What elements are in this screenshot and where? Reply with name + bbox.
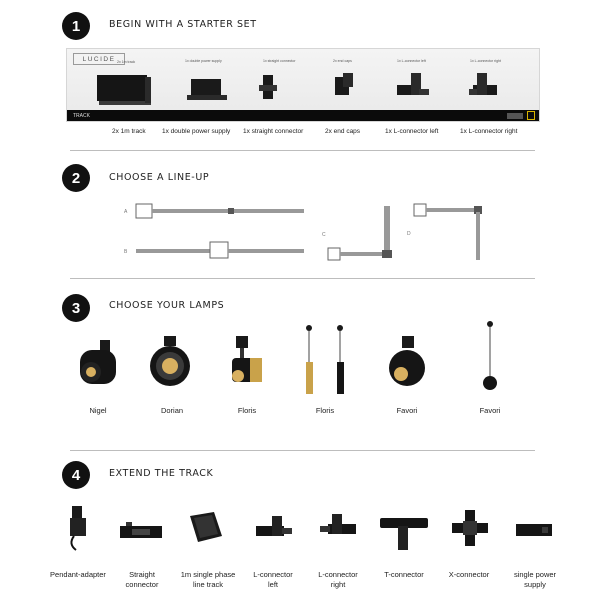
step-2-badge: 2 xyxy=(62,164,90,192)
lamp-name-floris-pendant: Floris xyxy=(315,406,335,415)
step-3-badge: 3 xyxy=(62,294,90,322)
banner-strip-word: TRACK xyxy=(73,113,90,119)
banner-label-power: 1x double power supply xyxy=(185,59,222,63)
lamp-favori-pendant-icon xyxy=(478,320,502,394)
lineup-label-c: C xyxy=(322,232,326,238)
ext-track-icon xyxy=(188,510,224,544)
lineup-label-b: B xyxy=(124,249,128,255)
starter-caption-lright: 1x L-connector right xyxy=(460,128,518,135)
banner-label-lright: 1x L-connector right xyxy=(470,59,501,63)
ext-name-x-connector: X-connector xyxy=(448,570,490,579)
starter-caption-track: 2x 1m track xyxy=(112,128,146,135)
l-connector-right-icon xyxy=(465,69,507,103)
ext-l-connector-left-icon xyxy=(254,514,294,544)
end-caps-icon xyxy=(329,69,359,103)
lineup-label-d: D xyxy=(407,231,411,237)
lamp-name-dorian: Dorian xyxy=(160,406,184,415)
starter-caption-lleft: 1x L-connector left xyxy=(385,128,439,135)
banner-strip xyxy=(67,110,539,121)
ext-single-power-supply-icon xyxy=(514,520,554,540)
step-4-title: EXTEND THE TRACK xyxy=(109,468,214,479)
step-3-title: CHOOSE YOUR LAMPS xyxy=(109,300,225,311)
track-profile-icon xyxy=(95,71,155,111)
straight-connector-icon xyxy=(255,71,285,105)
ext-t-connector-icon xyxy=(378,512,430,552)
ext-name-l-connector-right: L-connector right xyxy=(318,570,358,589)
ext-name-single-power-supply: single power supply xyxy=(513,570,557,589)
divider-1 xyxy=(70,150,535,151)
step-1-badge: 1 xyxy=(62,12,90,40)
ext-name-l-connector-left: L-connector left xyxy=(253,570,293,589)
lamp-floris-pendant-icon xyxy=(298,324,352,398)
lamp-name-floris-spot: Floris xyxy=(237,406,257,415)
lamp-favori-spot-icon xyxy=(386,334,428,390)
brand-logo: LUCIDE xyxy=(73,53,125,65)
banner-logo-mark xyxy=(507,113,523,119)
step-2-title: CHOOSE A LINE-UP xyxy=(109,172,210,183)
divider-2 xyxy=(70,278,535,279)
lineup-d-diagram xyxy=(412,202,486,264)
step-1-title: BEGIN WITH A STARTER SET xyxy=(109,19,257,30)
banner-label-lleft: 1x L-connector left xyxy=(397,59,426,63)
lineup-c-diagram xyxy=(326,202,396,264)
lineup-label-a: A xyxy=(124,209,128,215)
lineup-a-diagram xyxy=(134,202,306,222)
banner-label-caps: 2x end caps xyxy=(333,59,352,63)
ext-name-t-connector: T-connector xyxy=(384,570,424,579)
lamp-name-favori-pendant: Favori xyxy=(479,406,501,415)
lamp-floris-spot-icon xyxy=(226,334,266,390)
ext-l-connector-right-icon xyxy=(318,512,358,542)
banner-label-straight: 1x straight connector xyxy=(263,59,296,63)
ext-name-straight-connector: Straight connector xyxy=(125,570,159,589)
ext-name-pendant-adapter: Pendant-adapter xyxy=(50,570,106,579)
banner-gold-badge xyxy=(527,111,535,120)
ext-x-connector-icon xyxy=(450,508,490,548)
ext-straight-connector-icon xyxy=(118,520,164,544)
double-power-supply-icon xyxy=(185,75,229,107)
lamp-dorian-icon xyxy=(148,334,194,390)
divider-3 xyxy=(70,450,535,451)
lamp-name-nigel: Nigel xyxy=(89,406,107,415)
banner-label-track: 2x 1m track xyxy=(117,60,136,64)
lamp-name-favori-spot: Favori xyxy=(396,406,418,415)
starter-caption-caps: 2x end caps xyxy=(325,128,361,135)
ext-name-track: 1m single phase line track xyxy=(180,570,236,589)
lineup-b-diagram xyxy=(134,240,306,262)
pendant-adapter-icon xyxy=(66,504,90,554)
starter-caption-straight: 1x straight connector xyxy=(243,128,304,135)
l-connector-left-icon xyxy=(393,69,435,103)
lamp-nigel-icon xyxy=(74,338,120,390)
step-4-badge: 4 xyxy=(62,461,90,489)
starter-set-banner xyxy=(66,48,540,122)
starter-caption-power: 1x double power supply xyxy=(162,128,231,135)
